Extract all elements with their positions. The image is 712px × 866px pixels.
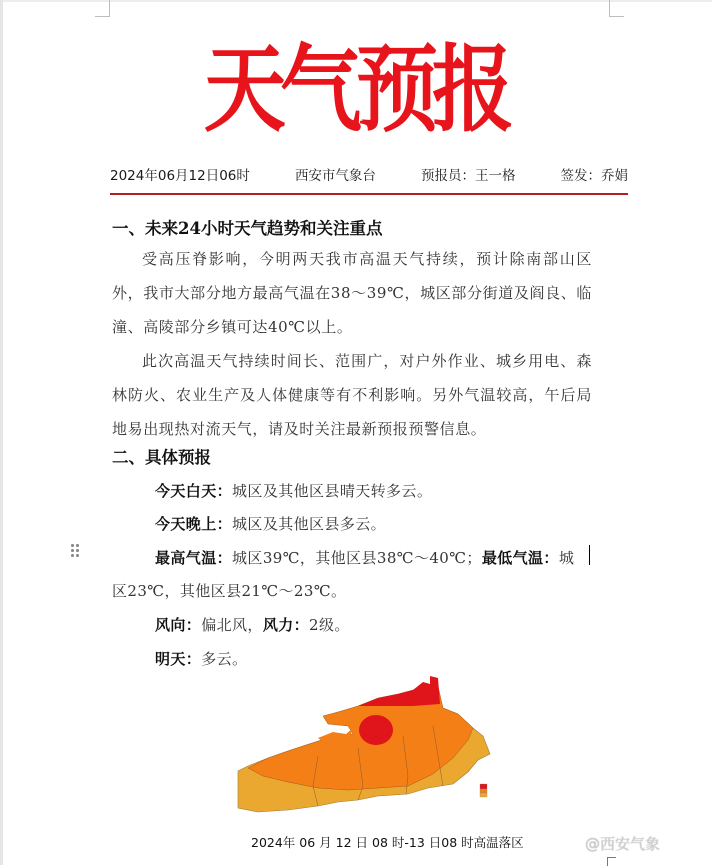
value: 多云。 <box>201 650 248 668</box>
map-caption: 2024年 06 月 12 日 08 时-13 日08 时高温落区 <box>251 835 524 850</box>
section-heading-1: 一、未来24小时天气趋势和关注重点 <box>112 219 383 238</box>
value: 城区及其他区县晴天转多云。 <box>232 482 433 500</box>
value: 城 <box>558 549 575 567</box>
margin-corner-marker <box>95 0 110 17</box>
paragraph-impact[interactable]: 此次高温天气持续时间长、范围广，对户外作业、城乡用电、森林防火、农业生产及人体健康等有不利影响。另外气温较高，午后局地易出现热对流天气，请及时关注最新预报预警信息。 <box>112 352 592 438</box>
value: 城区39℃，其他区县38℃～40℃； <box>232 549 482 567</box>
forecast-today-day[interactable] <box>155 480 432 501</box>
label: 风向： <box>155 616 202 634</box>
label: 风力： <box>262 616 310 634</box>
paragraph-trend[interactable]: 受高压脊影响，今明两天我市高温天气持续，预计除南部山区外，我市大部分地方最高气温在38～39℃，城区部分街道及阎良、临潼、高陵部分乡镇可达40℃以上。 <box>112 250 592 336</box>
text-cursor <box>589 545 590 565</box>
forecast-tonight[interactable] <box>155 513 386 534</box>
forecast-temperature[interactable] <box>155 547 574 568</box>
issue-info-line <box>110 164 628 184</box>
paragraph-drag-handle-icon[interactable] <box>71 544 81 558</box>
approver: 签发：乔娟 <box>560 168 628 184</box>
label: 今天白天： <box>155 482 233 500</box>
margin-corner-marker <box>609 0 624 17</box>
high-temperature-map <box>228 676 498 816</box>
forecast-wind[interactable] <box>155 614 350 635</box>
label: 明天： <box>155 650 202 668</box>
label: 最高气温： <box>155 549 233 567</box>
issue-time: 2024年06月12日06时 <box>110 168 250 184</box>
forecast-tomorrow[interactable] <box>155 648 247 669</box>
document-title: 天气预报 <box>203 34 508 146</box>
agency: 西安市气象台 <box>294 168 376 184</box>
value: 偏北风， <box>201 616 263 634</box>
header-divider <box>110 193 628 195</box>
section-heading-2: 二、具体预报 <box>112 448 211 467</box>
forecaster: 预报员：王一格 <box>420 168 516 184</box>
value: 2级。 <box>309 616 350 634</box>
label: 最低气温： <box>481 549 559 567</box>
label: 今天晚上： <box>155 515 233 533</box>
forecast-temperature-cont[interactable]: 区23℃，其他区县21℃～23℃。 <box>112 582 347 600</box>
weibo-watermark: @西安气象 <box>585 835 661 853</box>
value: 城区及其他区县多云。 <box>232 515 387 533</box>
